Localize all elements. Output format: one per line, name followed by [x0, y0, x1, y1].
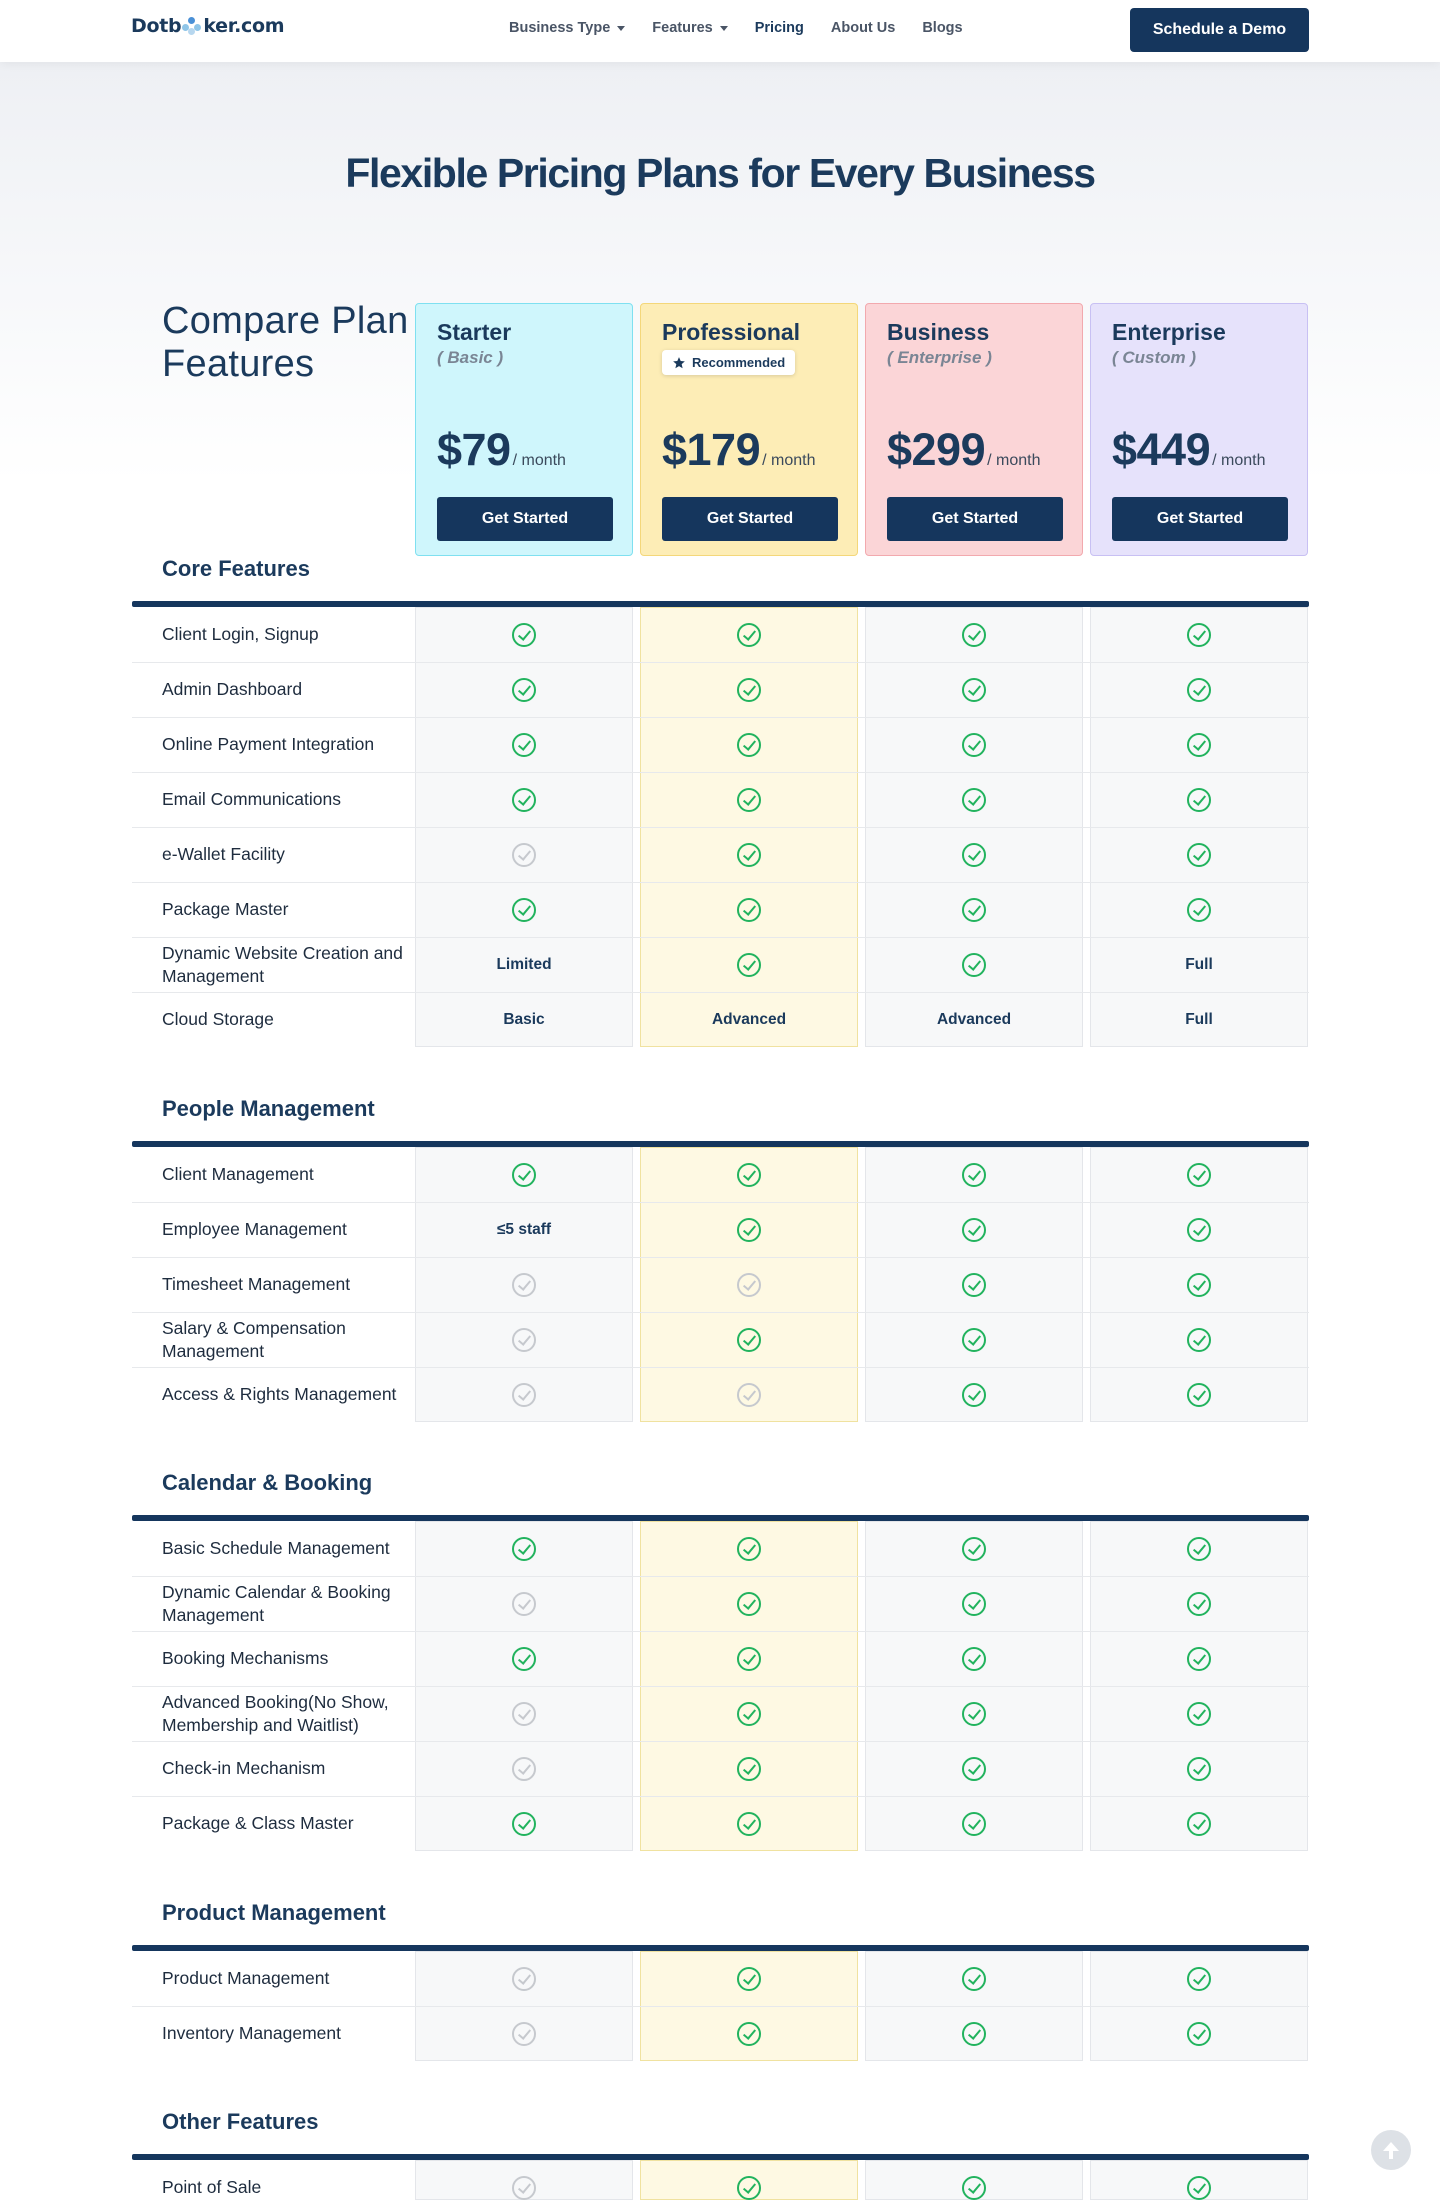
- feature-row: [0, 1741, 1440, 1796]
- caret-down-icon: [617, 26, 625, 31]
- feature-cell: [640, 1631, 858, 1686]
- feature-cell: [415, 882, 633, 937]
- feature-cell: [1090, 772, 1308, 827]
- feature-label: Cloud Storage: [162, 1009, 274, 1029]
- check-circle-icon: [962, 1592, 986, 1616]
- feature-cell: [865, 1257, 1083, 1312]
- feature-label: Check-in Mechanism: [162, 1758, 326, 1778]
- price-period: / month: [512, 452, 566, 469]
- feature-cell-text: Advanced: [936, 1010, 1012, 1028]
- check-circle-icon: [512, 678, 536, 702]
- feature-cell: [415, 1312, 633, 1367]
- check-circle-icon: [962, 1218, 986, 1242]
- feature-row: [0, 1312, 1440, 1367]
- feature-label: e-Wallet Facility: [162, 844, 285, 864]
- feature-cell: [640, 1312, 858, 1367]
- check-circle-icon: [737, 678, 761, 702]
- feature-cell: [865, 1202, 1083, 1257]
- plan-subtitle: ( Enterprise ): [887, 348, 992, 367]
- feature-cell: [865, 607, 1083, 662]
- nav-link-blogs[interactable]: [922, 20, 962, 36]
- plan-card-business: [865, 303, 1083, 556]
- feature-cell: [1090, 2006, 1308, 2061]
- check-circle-icon: [737, 2022, 761, 2046]
- site-logo[interactable]: [131, 15, 284, 37]
- feature-cell: [640, 1521, 858, 1576]
- feature-cell: [640, 2160, 858, 2200]
- feature-row: [0, 1521, 1440, 1576]
- star-icon: [672, 356, 686, 370]
- feature-row: [0, 1257, 1440, 1312]
- check-circle-disabled-icon: [737, 1273, 761, 1297]
- logo-text-start: Dotb: [131, 15, 182, 37]
- plan-card-enterprise: [1090, 303, 1308, 556]
- feature-label: Online Payment Integration: [162, 734, 375, 754]
- check-circle-icon: [962, 1967, 986, 1991]
- check-circle-disabled-icon: [512, 1757, 536, 1781]
- top-navbar: [0, 0, 1440, 62]
- check-circle-icon: [737, 2176, 761, 2200]
- feature-cell-text: Full: [1185, 1010, 1213, 1028]
- check-circle-icon: [737, 1812, 761, 1836]
- feature-cell: [865, 772, 1083, 827]
- check-circle-icon: [962, 1647, 986, 1671]
- recommended-badge: [662, 350, 795, 375]
- feature-label: Email Communications: [162, 789, 341, 809]
- check-circle-icon: [512, 1647, 536, 1671]
- price-amount: $299: [887, 424, 986, 475]
- check-circle-icon: [737, 1647, 761, 1671]
- feature-cell: [865, 1147, 1083, 1202]
- feature-cell: [415, 1367, 633, 1422]
- feature-cell: [640, 772, 858, 827]
- check-circle-icon: [737, 1967, 761, 1991]
- feature-label: Dynamic Website Creation and Management: [162, 942, 403, 986]
- feature-cell: [1090, 662, 1308, 717]
- feature-row: [0, 1367, 1440, 1422]
- feature-cell: [640, 1951, 858, 2006]
- check-circle-icon: [1187, 1218, 1211, 1242]
- plan-card-starter: [415, 303, 633, 556]
- feature-cell: [1090, 1367, 1308, 1422]
- check-circle-icon: [1187, 843, 1211, 867]
- feature-cell: [415, 1576, 633, 1631]
- feature-cell: [415, 1521, 633, 1576]
- check-circle-icon: [962, 678, 986, 702]
- check-circle-icon: [737, 1757, 761, 1781]
- feature-cell: [415, 662, 633, 717]
- feature-label: Salary & Compensation Management: [162, 1317, 346, 1361]
- check-circle-icon: [1187, 1967, 1211, 1991]
- check-circle-icon: [962, 1702, 986, 1726]
- check-circle-icon: [737, 733, 761, 757]
- compare-heading-line1: Compare Plan: [162, 300, 409, 342]
- feature-cell: [865, 717, 1083, 772]
- check-circle-icon: [737, 623, 761, 647]
- feature-label: Inventory Management: [162, 2023, 341, 2043]
- feature-cell: [1090, 1202, 1308, 1257]
- feature-label: Client Login, Signup: [162, 624, 319, 644]
- section-title-product-management: Product Management: [162, 1900, 386, 1925]
- logo-dots-icon: [181, 15, 203, 35]
- check-circle-icon: [737, 1163, 761, 1187]
- scroll-to-top-button[interactable]: [1371, 2130, 1411, 2170]
- caret-down-icon: [720, 26, 728, 31]
- check-circle-icon: [1187, 898, 1211, 922]
- check-circle-icon: [512, 1163, 536, 1187]
- check-circle-icon: [962, 1273, 986, 1297]
- feature-cell: [640, 1796, 858, 1851]
- get-started-button[interactable]: Get Started: [887, 497, 1063, 541]
- feature-cell: [865, 1576, 1083, 1631]
- feature-cell: [865, 1312, 1083, 1367]
- plan-subtitle: ( Custom ): [1112, 348, 1197, 367]
- feature-row: [0, 937, 1440, 992]
- feature-cell-text: ≤5 staff: [496, 1220, 552, 1238]
- feature-row: [0, 1576, 1440, 1631]
- feature-row: [0, 717, 1440, 772]
- feature-cell: [640, 1367, 858, 1422]
- feature-cell: [415, 772, 633, 827]
- check-circle-icon: [962, 1163, 986, 1187]
- feature-label: Employee Management: [162, 1219, 347, 1239]
- check-circle-icon: [962, 788, 986, 812]
- check-circle-icon: [1187, 623, 1211, 647]
- feature-row: [0, 882, 1440, 937]
- price-amount: $449: [1112, 424, 1211, 475]
- feature-cell: [415, 1147, 633, 1202]
- check-circle-icon: [1187, 1383, 1211, 1407]
- feature-cell: [640, 1202, 858, 1257]
- check-circle-icon: [962, 2022, 986, 2046]
- feature-cell: [865, 1367, 1083, 1422]
- feature-cell: [415, 1741, 633, 1796]
- feature-cell: [865, 882, 1083, 937]
- feature-row: [0, 2006, 1440, 2061]
- check-circle-icon: [737, 1218, 761, 1242]
- check-circle-disabled-icon: [512, 1702, 536, 1726]
- feature-cell: [1090, 717, 1308, 772]
- section-title-core-features: Core Features: [162, 556, 310, 581]
- feature-cell: [865, 1631, 1083, 1686]
- feature-cell: [1090, 1521, 1308, 1576]
- page-title: Flexible Pricing Plans for Every Business: [345, 150, 1095, 196]
- feature-cell: [1090, 1576, 1308, 1631]
- check-circle-icon: [962, 1383, 986, 1407]
- nav-link-label: Business Type: [509, 20, 611, 36]
- check-circle-disabled-icon: [737, 1383, 761, 1407]
- nav-link-label: About Us: [830, 20, 896, 36]
- feature-cell: [1090, 1147, 1308, 1202]
- feature-cell: [865, 1951, 1083, 2006]
- feature-cell: [415, 827, 633, 882]
- check-circle-disabled-icon: [512, 2022, 536, 2046]
- plan-name: Business: [887, 319, 990, 345]
- feature-cell: [1090, 1951, 1308, 2006]
- nav-link-about-us[interactable]: [831, 20, 895, 36]
- plan-card-professional: [640, 303, 858, 556]
- feature-cell: [640, 1741, 858, 1796]
- feature-cell: [865, 1521, 1083, 1576]
- check-circle-icon: [737, 1592, 761, 1616]
- feature-cell: [415, 1951, 633, 2006]
- check-circle-icon: [1187, 2176, 1211, 2200]
- plan-price: [887, 424, 1040, 476]
- feature-cell: [640, 1686, 858, 1741]
- feature-cell: [415, 1631, 633, 1686]
- check-circle-icon: [962, 1812, 986, 1836]
- feature-row: [0, 1202, 1440, 1257]
- feature-label: Timesheet Management: [162, 1274, 351, 1294]
- feature-row: [0, 2160, 1440, 2200]
- check-circle-icon: [1187, 1273, 1211, 1297]
- feature-row: [0, 1631, 1440, 1686]
- check-circle-icon: [962, 953, 986, 977]
- feature-label: Point of Sale: [162, 2177, 262, 2197]
- section-title-calendar-booking: Calendar & Booking: [162, 1470, 373, 1495]
- feature-cell: [415, 717, 633, 772]
- check-circle-disabled-icon: [512, 2176, 536, 2200]
- feature-cell-text: Full: [1185, 955, 1213, 973]
- feature-row: [0, 772, 1440, 827]
- feature-cell: [1090, 882, 1308, 937]
- feature-cell: [865, 2006, 1083, 2061]
- price-period: / month: [1212, 452, 1266, 469]
- check-circle-icon: [962, 2176, 986, 2200]
- price-amount: $179: [662, 424, 761, 475]
- plan-price: [437, 424, 566, 476]
- feature-row: [0, 1951, 1440, 2006]
- check-circle-icon: [962, 898, 986, 922]
- feature-cell: [415, 607, 633, 662]
- check-circle-icon: [512, 623, 536, 647]
- feature-cell: [415, 1257, 633, 1312]
- feature-label: Booking Mechanisms: [162, 1648, 329, 1668]
- feature-cell: [1090, 1686, 1308, 1741]
- check-circle-icon: [962, 843, 986, 867]
- feature-label: Advanced Booking(No Show, Membership and Waitlist): [162, 1691, 389, 1735]
- check-circle-icon: [1187, 733, 1211, 757]
- plan-price: [662, 424, 815, 476]
- price-amount: $79: [437, 424, 511, 475]
- feature-cell: [640, 937, 858, 992]
- feature-cell: [865, 937, 1083, 992]
- feature-cell: [1090, 827, 1308, 882]
- feature-cell: [865, 827, 1083, 882]
- check-circle-icon: [962, 733, 986, 757]
- check-circle-disabled-icon: [512, 1273, 536, 1297]
- nav-link-features[interactable]: [652, 20, 727, 36]
- feature-row: [0, 1147, 1440, 1202]
- feature-cell: [415, 1686, 633, 1741]
- check-circle-icon: [1187, 788, 1211, 812]
- check-circle-icon: [1187, 1328, 1211, 1352]
- feature-cell: [1090, 1631, 1308, 1686]
- feature-row: [0, 1796, 1440, 1851]
- feature-label: Access & Rights Management: [162, 1384, 397, 1404]
- feature-cell: [640, 827, 858, 882]
- feature-cell: [640, 2006, 858, 2061]
- logo-text-end: ker.com: [203, 15, 285, 37]
- section-divider: [132, 1515, 1309, 1521]
- main-menu: [509, 20, 990, 36]
- section-title-other-features: Other Features: [162, 2109, 319, 2134]
- check-circle-disabled-icon: [512, 843, 536, 867]
- check-circle-disabled-icon: [512, 1328, 536, 1352]
- nav-link-label: Features: [652, 20, 713, 36]
- feature-cell: [1090, 1796, 1308, 1851]
- feature-cell: [415, 1796, 633, 1851]
- feature-cell: [1090, 607, 1308, 662]
- feature-row: [0, 827, 1440, 882]
- check-circle-icon: [1187, 1592, 1211, 1616]
- feature-label: Package Master: [162, 899, 289, 919]
- check-circle-icon: [962, 623, 986, 647]
- feature-row: [0, 1686, 1440, 1741]
- feature-cell: [640, 662, 858, 717]
- nav-link-label: Blogs: [922, 20, 963, 36]
- section-divider: [132, 601, 1309, 607]
- feature-cell: [415, 2006, 633, 2061]
- check-circle-icon: [737, 898, 761, 922]
- get-started-button[interactable]: Get Started: [437, 497, 613, 541]
- check-circle-icon: [962, 1537, 986, 1561]
- get-started-button[interactable]: Get Started: [662, 497, 838, 541]
- feature-row: [0, 607, 1440, 662]
- schedule-demo-button[interactable]: Schedule a Demo: [1130, 8, 1309, 52]
- check-circle-icon: [737, 953, 761, 977]
- feature-cell: [1090, 1257, 1308, 1312]
- price-period: / month: [762, 452, 816, 469]
- check-circle-icon: [737, 788, 761, 812]
- feature-cell: [865, 2160, 1083, 2200]
- plan-price: [1112, 424, 1265, 476]
- check-circle-icon: [512, 1537, 536, 1561]
- feature-cell: [1090, 2160, 1308, 2200]
- plan-name: Professional: [662, 319, 801, 345]
- check-circle-disabled-icon: [512, 1967, 536, 1991]
- badge-label: Recommended: [692, 355, 786, 370]
- plan-subtitle: ( Basic ): [437, 348, 504, 367]
- section-divider: [132, 1141, 1309, 1147]
- check-circle-icon: [962, 1757, 986, 1781]
- feature-label: Client Management: [162, 1164, 314, 1184]
- feature-cell: [640, 1147, 858, 1202]
- feature-row: [0, 992, 1440, 1047]
- price-period: / month: [987, 452, 1041, 469]
- feature-label: Product Management: [162, 1968, 330, 1988]
- check-circle-icon: [512, 1812, 536, 1836]
- check-circle-icon: [1187, 1812, 1211, 1836]
- feature-cell-text: Limited: [496, 955, 552, 973]
- check-circle-icon: [1187, 678, 1211, 702]
- feature-label: Basic Schedule Management: [162, 1538, 390, 1558]
- compare-plan-heading: [162, 300, 412, 386]
- feature-cell: [640, 607, 858, 662]
- feature-cell: [640, 717, 858, 772]
- check-circle-icon: [1187, 1537, 1211, 1561]
- feature-cell: [640, 1257, 858, 1312]
- feature-cell: [415, 2160, 633, 2200]
- feature-cell: [865, 1796, 1083, 1851]
- feature-row: [0, 662, 1440, 717]
- check-circle-icon: [737, 1702, 761, 1726]
- section-divider: [132, 2154, 1309, 2160]
- feature-cell: [640, 1576, 858, 1631]
- check-circle-icon: [1187, 2022, 1211, 2046]
- section-divider: [132, 1945, 1309, 1951]
- check-circle-icon: [962, 1328, 986, 1352]
- check-circle-disabled-icon: [512, 1592, 536, 1616]
- check-circle-icon: [737, 1328, 761, 1352]
- check-circle-icon: [512, 898, 536, 922]
- feature-cell: [640, 882, 858, 937]
- get-started-button[interactable]: Get Started: [1112, 497, 1288, 541]
- feature-label: Package & Class Master: [162, 1813, 354, 1833]
- nav-link-business-type[interactable]: [509, 20, 625, 36]
- feature-cell-text: Basic: [503, 1010, 545, 1028]
- feature-cell: [1090, 1312, 1308, 1367]
- nav-link-label: Pricing: [754, 20, 804, 36]
- check-circle-icon: [737, 843, 761, 867]
- feature-label: Dynamic Calendar & Booking Management: [162, 1581, 391, 1625]
- plan-name: Starter: [437, 319, 512, 345]
- feature-cell: [1090, 1741, 1308, 1796]
- feature-cell-text: Advanced: [711, 1010, 787, 1028]
- feature-cell: [865, 1741, 1083, 1796]
- check-circle-icon: [1187, 1702, 1211, 1726]
- check-circle-icon: [1187, 1163, 1211, 1187]
- plan-name: Enterprise: [1112, 319, 1226, 345]
- section-title-people-management: People Management: [162, 1096, 375, 1121]
- check-circle-icon: [1187, 1647, 1211, 1671]
- check-circle-icon: [1187, 1757, 1211, 1781]
- check-circle-icon: [737, 1537, 761, 1561]
- nav-link-pricing[interactable]: [755, 20, 804, 36]
- check-circle-icon: [512, 788, 536, 812]
- check-circle-icon: [512, 733, 536, 757]
- check-circle-disabled-icon: [512, 1383, 536, 1407]
- feature-cell: [865, 662, 1083, 717]
- feature-cell: [865, 1686, 1083, 1741]
- compare-heading-line2: Features: [162, 343, 315, 385]
- feature-label: Admin Dashboard: [162, 679, 303, 699]
